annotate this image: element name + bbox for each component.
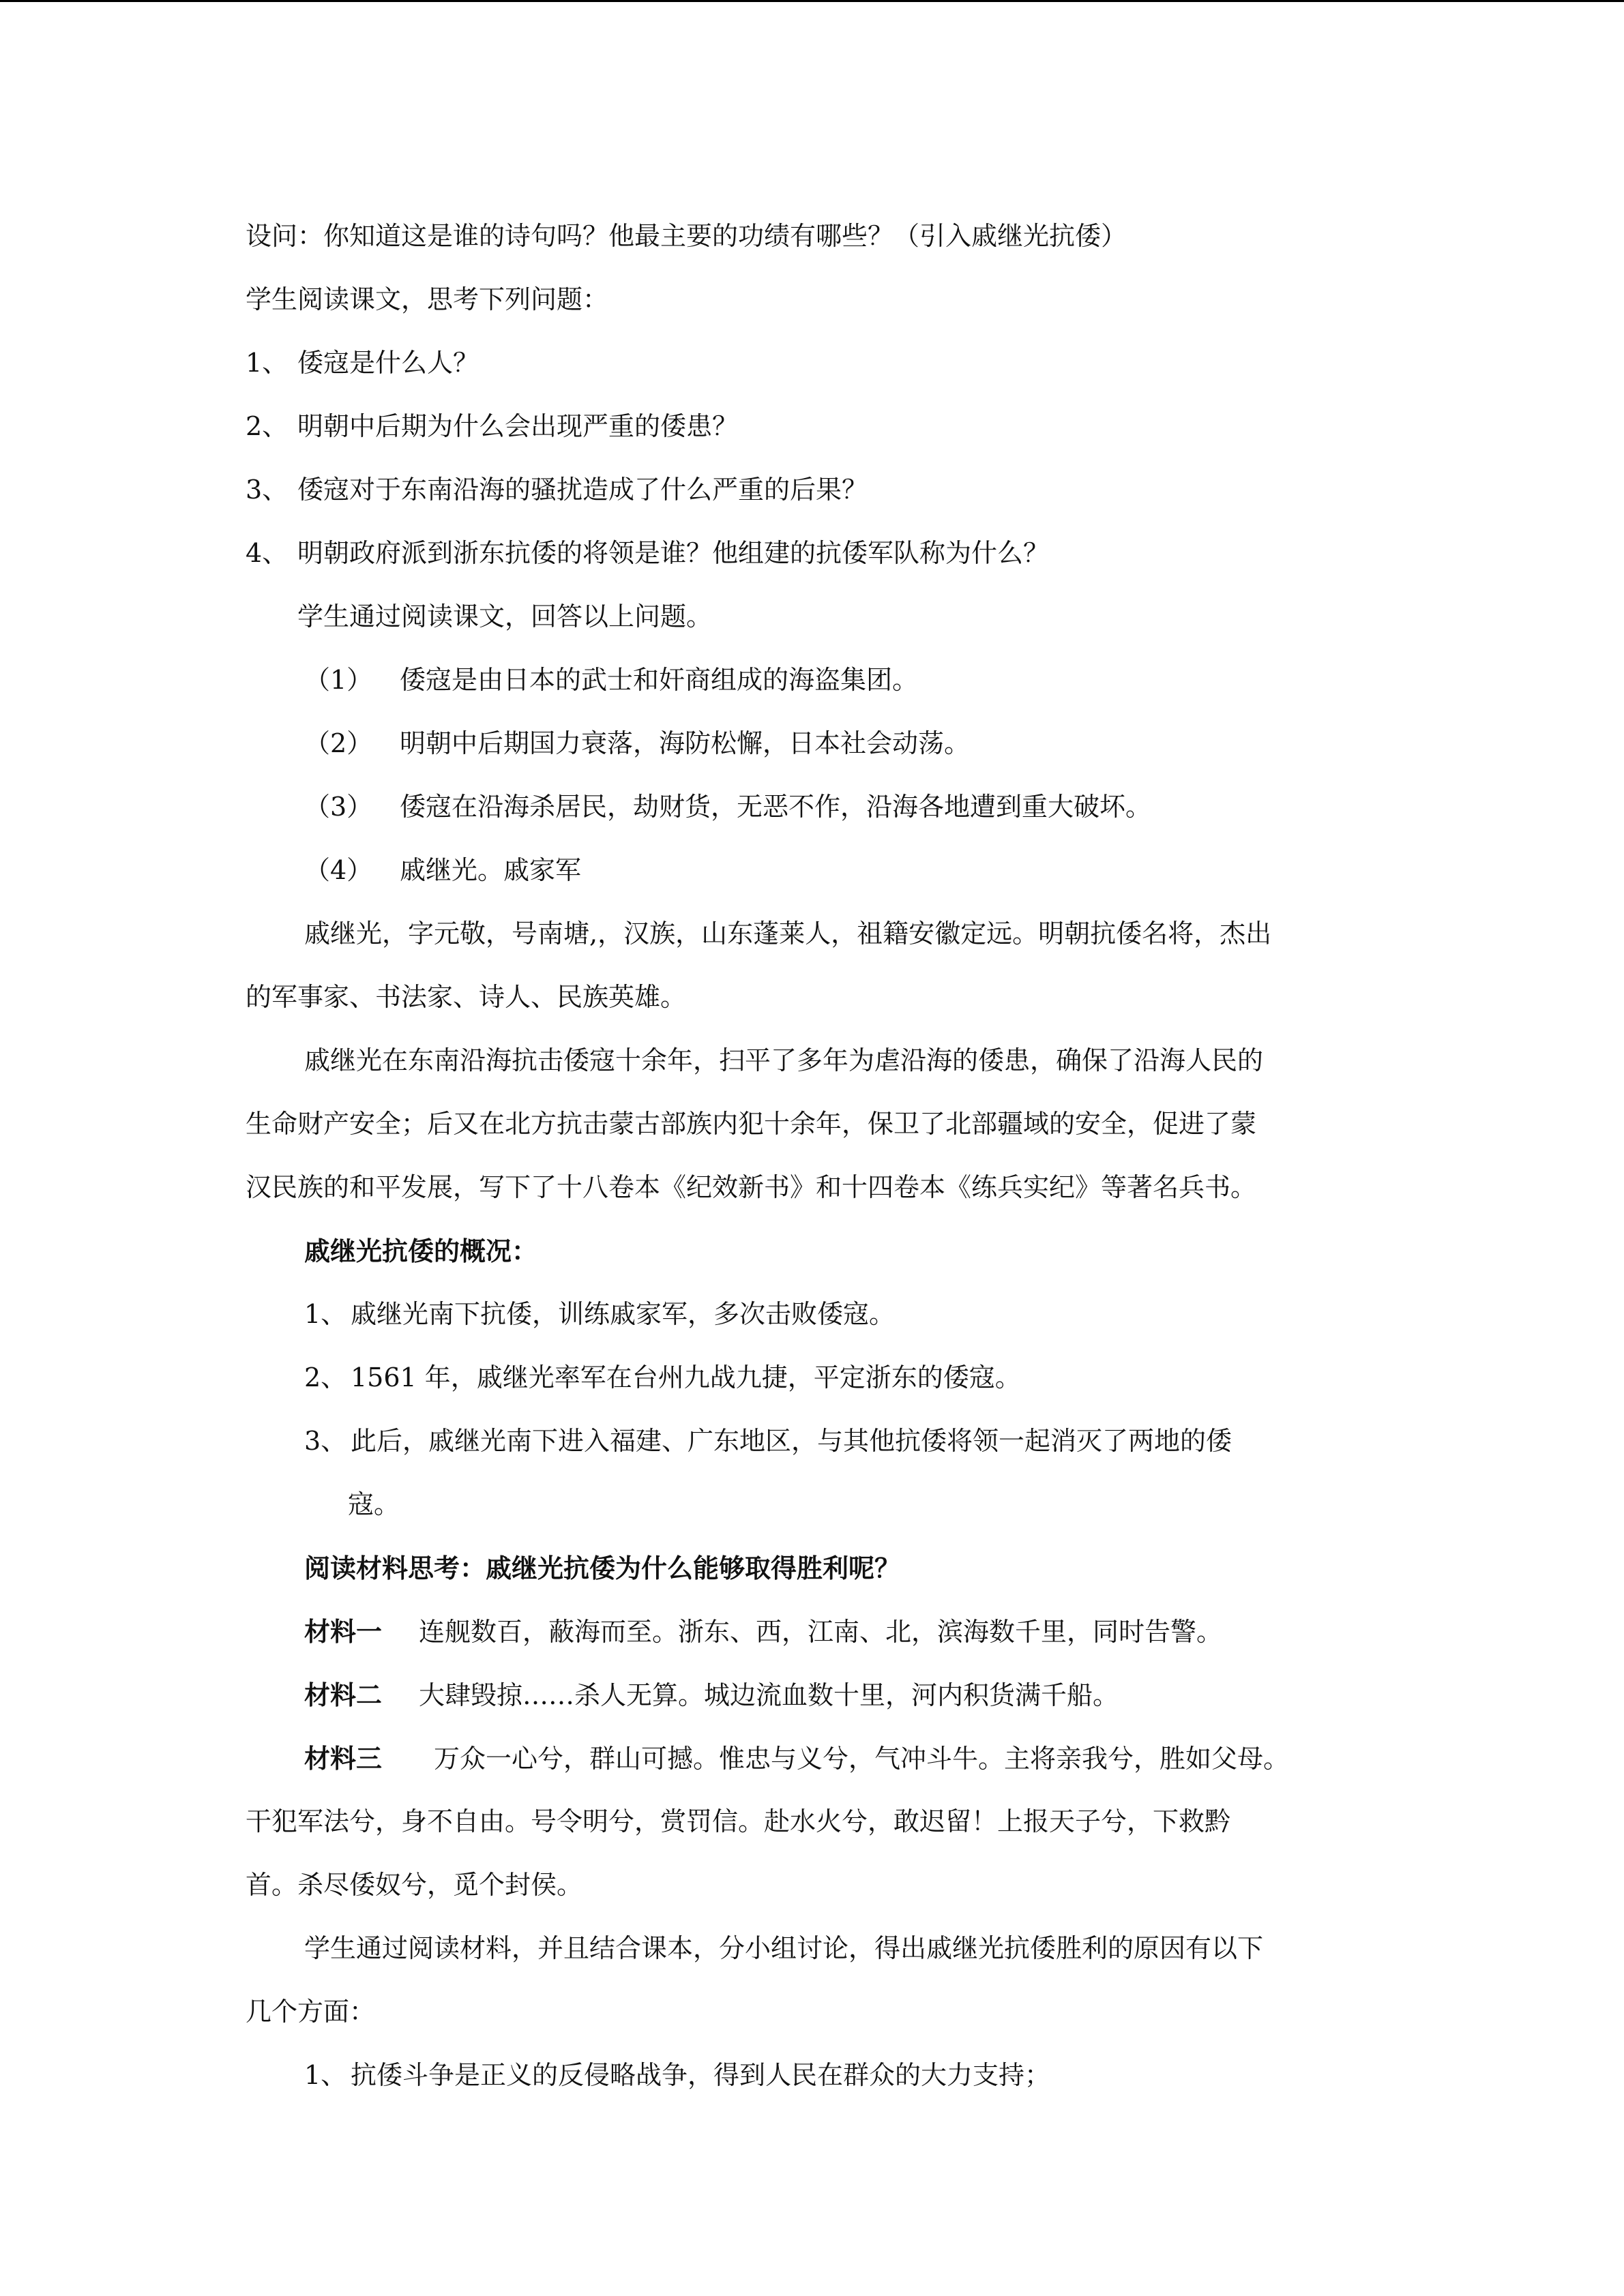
question-item <box>246 395 1378 458</box>
deeds-line: 汉民族的和平发展，写下了十八卷本《纪效新书》和十四卷本《练兵实纪》等著名兵书。 <box>246 1172 1257 1202</box>
answer-item <box>246 839 1378 902</box>
material-label: 材料三 <box>304 1743 383 1774</box>
biography-line: 戚继光，字元敬，号南塘,，汉族，山东蓬莱人，祖籍安徽定远。明朝抗倭名将，杰出 <box>304 919 1272 949</box>
material-item <box>246 1727 1378 1790</box>
overview-item <box>246 1283 1378 1346</box>
answer-number: （1） <box>304 665 373 695</box>
answer-item <box>246 775 1378 839</box>
reason-text: 抗倭斗争是正义的反侵略战争，得到人民在群众的大力支持； <box>351 2060 1051 2090</box>
discussion-line: 学生通过阅读材料，并且结合课本，分小组讨论，得出戚继光抗倭胜利的原因有以下 <box>304 1933 1264 1963</box>
material-continuation: 首。杀尽倭奴兮，觅个封侯。 <box>246 1870 583 1900</box>
overview-text: 此后，戚继光南下进入福建、广东地区，与其他抗倭将领一起消灭了两地的倭 <box>351 1426 1232 1456</box>
overview-item <box>246 1410 1378 1473</box>
overview-text: 1561 年，戚继光率军在台州九战九捷，平定浙东的倭寇。 <box>351 1362 1021 1392</box>
answer-number: （3） <box>304 792 373 822</box>
answer-number: （2） <box>304 728 373 758</box>
answer-number: （4） <box>304 855 373 885</box>
overview-number: 1、 <box>304 1299 347 1329</box>
question-number: 3、 <box>246 475 289 505</box>
overview-item <box>246 1346 1378 1410</box>
answer-item <box>246 712 1378 775</box>
material-text: 万众一心兮，群山可撼。惟忠与义兮，气冲斗牛。主将亲我兮，胜如父母。 <box>434 1744 1290 1774</box>
material-label: 材料一 <box>304 1616 383 1647</box>
question-intro: 设问：你知道这是谁的诗句吗？他最主要的功绩有哪些？（引入戚继光抗倭） <box>246 221 1127 251</box>
question-item <box>246 331 1378 395</box>
page-top-border <box>0 0 1624 2</box>
answer-intro: 学生通过阅读课文，回答以上问题。 <box>297 601 713 631</box>
question-text: 倭寇对于东南沿海的骚扰造成了什么严重的后果？ <box>297 475 868 505</box>
overview-number: 2、 <box>304 1362 347 1392</box>
discussion-line: 几个方面： <box>246 1997 376 2027</box>
question-number: 1、 <box>246 348 289 378</box>
material-continuation: 干犯军法兮，身不自由。号令明兮，赏罚信。赴水火兮，敢迟留！上报天子兮，下救黔 <box>246 1806 1231 1836</box>
material-item <box>246 1663 1378 1727</box>
deeds-line: 戚继光在东南沿海抗击倭寇十余年，扫平了多年为虐沿海的倭患，确保了沿海人民的 <box>304 1045 1264 1075</box>
answer-text: 戚继光。戚家军 <box>400 855 582 885</box>
deeds-line: 生命财产安全；后又在北方抗击蒙古部族内犯十余年，保卫了北部疆域的安全，促进了蒙 <box>246 1109 1257 1139</box>
material-label: 材料二 <box>304 1680 383 1710</box>
question-text: 倭寇是什么人？ <box>297 348 479 378</box>
question-item <box>246 458 1378 522</box>
question-text: 明朝中后期为什么会出现严重的倭患？ <box>297 411 739 441</box>
answer-text: 倭寇在沿海杀居民，劫财货，无恶不作，沿海各地遭到重大破坏。 <box>400 792 1152 822</box>
material-text: 大肆毁掠……杀人无算。城边流血数十里，河内积货满千船。 <box>419 1680 1119 1710</box>
answer-text: 倭寇是由日本的武士和奸商组成的海盗集团。 <box>400 665 919 695</box>
answer-item <box>246 648 1378 712</box>
question-number: 4、 <box>246 538 289 568</box>
reason-number: 1、 <box>304 2060 347 2090</box>
reason-item <box>246 2044 1378 2107</box>
material-title: 阅读材料思考：戚继光抗倭为什么能够取得胜利呢？ <box>304 1553 901 1583</box>
overview-continuation: 寇。 <box>348 1489 400 1519</box>
reading-prompt: 学生阅读课文，思考下列问题： <box>246 284 609 314</box>
overview-text: 戚继光南下抗倭，训练戚家军，多次击败倭寇。 <box>351 1299 896 1329</box>
question-item <box>246 522 1378 585</box>
question-number: 2、 <box>246 411 289 441</box>
question-text: 明朝政府派到浙东抗倭的将领是谁？他组建的抗倭军队称为什么？ <box>297 538 1050 568</box>
overview-title: 戚继光抗倭的概况： <box>304 1236 538 1266</box>
material-item <box>246 1600 1378 1663</box>
biography-line: 的军事家、书法家、诗人、民族英雄。 <box>246 982 687 1012</box>
material-text: 连舰数百，蔽海而至。浙东、西，江南、北，滨海数千里，同时告警。 <box>419 1617 1223 1647</box>
document-page <box>246 205 1378 2107</box>
overview-number: 3、 <box>304 1426 347 1456</box>
answer-text: 明朝中后期国力衰落，海防松懈，日本社会动荡。 <box>400 728 971 758</box>
